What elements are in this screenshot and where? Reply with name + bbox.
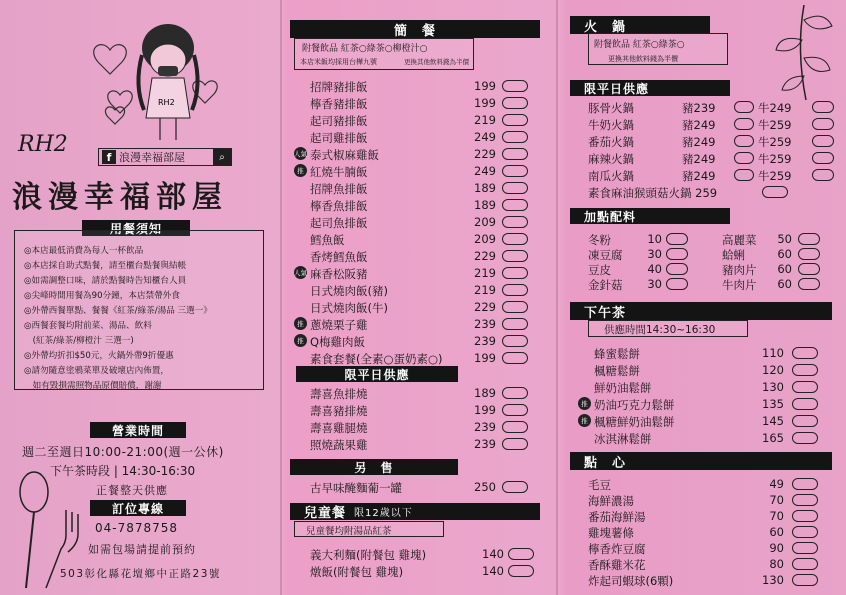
hotpot-beef-price: 牛249 bbox=[758, 101, 792, 115]
order-checkbox[interactable] bbox=[666, 278, 688, 290]
order-checkbox[interactable] bbox=[812, 135, 834, 147]
order-checkbox[interactable] bbox=[502, 404, 528, 416]
notice-item: ◎西餐套餐均附前菜、湯品、飲料 bbox=[24, 321, 152, 331]
order-checkbox[interactable] bbox=[502, 438, 528, 450]
menu-item-name: 起司魚排飯 bbox=[310, 216, 368, 230]
menu-item-price: 209 bbox=[474, 215, 496, 229]
hotpot-name: 南瓜火鍋 bbox=[588, 169, 634, 183]
order-checkbox[interactable] bbox=[792, 381, 818, 393]
order-checkbox[interactable] bbox=[792, 558, 818, 570]
order-checkbox[interactable] bbox=[502, 165, 528, 177]
shop-title: 浪漫幸福部屋 bbox=[12, 180, 228, 215]
menu-item-name: 素食套餐(全素○蛋奶素○) bbox=[310, 352, 443, 366]
menu-item-price: 199 bbox=[474, 96, 496, 110]
order-checkbox[interactable] bbox=[502, 284, 528, 296]
addon-name: 高麗菜 bbox=[722, 233, 757, 247]
order-checkbox[interactable] bbox=[502, 97, 528, 109]
menu-item-price: 229 bbox=[474, 300, 496, 314]
menu-item-price: 199 bbox=[474, 79, 496, 93]
badge-icon: 推 bbox=[294, 164, 307, 177]
menu-item-price: 90 bbox=[769, 541, 784, 555]
order-checkbox[interactable] bbox=[798, 248, 820, 260]
menu-item-price: 189 bbox=[474, 181, 496, 195]
order-checkbox[interactable] bbox=[792, 510, 818, 522]
order-checkbox[interactable] bbox=[502, 318, 528, 330]
hotpot-beef-price: 牛259 bbox=[758, 118, 792, 132]
kids-title bbox=[290, 503, 540, 520]
menu-item-price: 189 bbox=[474, 386, 496, 400]
drink-swap-note: 更換其他飲料錢為半價 bbox=[404, 58, 469, 66]
order-checkbox[interactable] bbox=[792, 398, 818, 410]
menu-item-name: 日式燒肉飯(牛) bbox=[310, 301, 388, 315]
menu-item-name: 招牌豬排飯 bbox=[310, 80, 368, 94]
menu-item-price: 229 bbox=[474, 249, 496, 263]
rice-note: 本店米飯均採用台樺九號 bbox=[300, 58, 377, 66]
order-checkbox[interactable] bbox=[792, 478, 818, 490]
set-meal-drinks: 附餐飲品 紅茶○綠茶○柳橙汁○ bbox=[302, 44, 428, 54]
addon-name: 牛肉片 bbox=[722, 278, 757, 292]
menu-item-price: 140 bbox=[482, 547, 504, 561]
menu-item-name: Q梅雞肉飯 bbox=[310, 335, 366, 349]
hotpot-title: 火 鍋 bbox=[570, 16, 710, 34]
hotpot-beef-price: 牛259 bbox=[758, 135, 792, 149]
menu-item-name: 泰式椒麻雞飯 bbox=[310, 148, 379, 162]
hotpot-pork-price: 豬249 bbox=[682, 152, 716, 166]
business-hours: 週二至週日10:00-21:00(週一公休) bbox=[22, 445, 224, 459]
order-checkbox[interactable] bbox=[502, 131, 528, 143]
order-checkbox[interactable] bbox=[798, 263, 820, 275]
order-checkbox[interactable] bbox=[798, 278, 820, 290]
menu-item-name: 鱈魚飯 bbox=[310, 233, 345, 247]
order-checkbox[interactable] bbox=[502, 148, 528, 160]
menu-item-name: 壽喜魚排燒 bbox=[310, 387, 368, 401]
hotpot-name: 麻辣火鍋 bbox=[588, 152, 634, 166]
menu-item-price: 219 bbox=[474, 113, 496, 127]
addon-name: 冬粉 bbox=[588, 233, 611, 247]
menu-item-name: 照燒蔬果雞 bbox=[310, 438, 368, 452]
order-title: 訂位專線 bbox=[90, 500, 186, 516]
menu-item-price: 219 bbox=[474, 283, 496, 297]
menu-item-name: 楓糖鮮奶油鬆餅 bbox=[594, 415, 675, 429]
menu-item-price: 249 bbox=[474, 130, 496, 144]
menu-item-name: 壽喜豬排燒 bbox=[310, 404, 368, 418]
fold-line bbox=[280, 0, 282, 595]
order-checkbox[interactable] bbox=[502, 352, 528, 364]
order-checkbox[interactable] bbox=[502, 182, 528, 194]
menu-item-price: 209 bbox=[474, 232, 496, 246]
menu-item-price: 49 bbox=[769, 477, 784, 491]
addon-price: 40 bbox=[647, 262, 662, 276]
notice-item: ◎外帶西餐單點、餐餐《紅茶/綠茶/湯品 三選一》 bbox=[24, 306, 212, 316]
menu-item-name: 檸香豬排飯 bbox=[310, 97, 368, 111]
menu-item-price: 249 bbox=[474, 164, 496, 178]
order-checkbox[interactable] bbox=[666, 248, 688, 260]
addon-name: 凍豆腐 bbox=[588, 248, 623, 262]
addon-price: 30 bbox=[647, 247, 662, 261]
menu-item-name: 鮮奶油鬆餅 bbox=[594, 381, 652, 395]
hotpot-pork-price: 豬239 bbox=[682, 101, 716, 115]
order-checkbox[interactable] bbox=[502, 267, 528, 279]
notice-item: ◎本店採自助式點餐，請至櫃台點餐與結帳 bbox=[24, 261, 187, 271]
menu-item-name: 香酥雞米花 bbox=[588, 558, 646, 572]
order-checkbox[interactable] bbox=[792, 574, 818, 586]
menu-item-name: 義大利麵(附餐包 雞塊) bbox=[310, 548, 427, 562]
facebook-page-box bbox=[98, 148, 232, 166]
hotpot-name: 番茄火鍋 bbox=[588, 135, 634, 149]
menu-item-name: 檸香魚排飯 bbox=[310, 199, 368, 213]
logo: RH2 bbox=[18, 132, 68, 157]
search-icon: ⌕ bbox=[213, 149, 231, 165]
hours-title: 營業時間 bbox=[90, 422, 186, 438]
notice-item: ◎如需調整口味，請於點餐時告知櫃台人員 bbox=[24, 276, 187, 286]
order-checkbox[interactable] bbox=[502, 481, 528, 493]
hotpot-name: 豚骨火鍋 bbox=[588, 101, 634, 115]
notice-title: 用餐須知 bbox=[82, 220, 190, 236]
order-checkbox[interactable] bbox=[502, 216, 528, 228]
order-checkbox[interactable] bbox=[792, 364, 818, 376]
badge-icon: 推 bbox=[578, 414, 591, 427]
set-meal-title: 簡 餐 bbox=[290, 20, 540, 38]
menu-item-price: 70 bbox=[769, 509, 784, 523]
menu-item-name: 番茄海鮮湯 bbox=[588, 510, 646, 524]
hotpot-beef-price: 牛259 bbox=[758, 152, 792, 166]
order-checkbox[interactable] bbox=[502, 114, 528, 126]
addon-price: 30 bbox=[647, 277, 662, 291]
hotpot-pork-price: 豬249 bbox=[682, 169, 716, 183]
order-checkbox[interactable] bbox=[792, 526, 818, 538]
menu-item-price: 239 bbox=[474, 437, 496, 451]
booking-note: 如需包場請提前預約 bbox=[88, 543, 196, 556]
menu-item-name: 日式燒肉飯(豬) bbox=[310, 284, 388, 298]
spoon-fork-icon bbox=[6, 470, 86, 590]
addon-name: 豆皮 bbox=[588, 263, 611, 277]
addon-price: 60 bbox=[777, 277, 792, 291]
hotpot-drinks: 附餐飲品 紅茶○綠茶○ bbox=[594, 40, 685, 50]
snack-title: 點 心 bbox=[570, 452, 832, 470]
addon-name: 金針菇 bbox=[588, 278, 623, 292]
order-checkbox[interactable] bbox=[666, 233, 688, 245]
hotpot-drink-swap: 更換其他飲料錢為半價 bbox=[608, 55, 678, 63]
tea-title: 下午茶 bbox=[570, 302, 832, 320]
leaf-doodle bbox=[766, 0, 841, 105]
menu-item-price: 80 bbox=[769, 557, 784, 571]
menu-item-name: 蔥燒栗子雞 bbox=[310, 318, 368, 332]
phone-number: 04-7878758 bbox=[95, 521, 179, 535]
order-checkbox[interactable] bbox=[812, 118, 834, 130]
menu-item-name: 招牌魚排飯 bbox=[310, 182, 368, 196]
order-checkbox[interactable] bbox=[792, 432, 818, 444]
menu-item-name: 雞塊薯條 bbox=[588, 526, 634, 540]
menu-item-price: 239 bbox=[474, 317, 496, 331]
order-checkbox[interactable] bbox=[502, 301, 528, 313]
menu-item-name: 麻香松阪豬 bbox=[310, 267, 368, 281]
menu-item-name: 檸香炸豆腐 bbox=[588, 542, 646, 556]
veg-hotpot: 素食麻油猴頭菇火鍋 259 bbox=[588, 186, 718, 200]
menu-item-name: 楓糖鬆餅 bbox=[594, 364, 640, 378]
notice-list bbox=[24, 244, 212, 394]
order-checkbox[interactable] bbox=[508, 565, 534, 577]
hotpot-pork-price: 豬249 bbox=[682, 135, 716, 149]
order-checkbox[interactable] bbox=[502, 233, 528, 245]
menu-item-name: 古早味醃麵葡一罐 bbox=[310, 481, 402, 495]
menu-item-price: 145 bbox=[762, 414, 784, 428]
menu-item-price: 110 bbox=[762, 346, 784, 360]
menu-item-name: 燉飯(附餐包 雞塊) bbox=[310, 565, 404, 579]
menu-item-name: 冰淇淋鬆餅 bbox=[594, 432, 652, 446]
menu-item-price: 250 bbox=[474, 480, 496, 494]
order-checkbox[interactable] bbox=[734, 135, 754, 147]
addon-price: 10 bbox=[647, 232, 662, 246]
order-checkbox[interactable] bbox=[734, 169, 754, 181]
kids-age-limit: 限12歲以下 bbox=[354, 508, 413, 519]
order-checkbox[interactable] bbox=[812, 169, 834, 181]
menu-item-price: 199 bbox=[474, 351, 496, 365]
badge-icon: 人氣 bbox=[294, 147, 307, 160]
addon-price: 60 bbox=[777, 262, 792, 276]
order-checkbox[interactable] bbox=[734, 152, 754, 164]
order-checkbox[interactable] bbox=[502, 421, 528, 433]
facebook-icon: f bbox=[102, 150, 116, 164]
order-checkbox[interactable] bbox=[798, 233, 820, 245]
menu-item-name: 蜂蜜鬆餅 bbox=[594, 347, 640, 361]
order-checkbox[interactable] bbox=[762, 186, 788, 198]
girl-doodle bbox=[80, 10, 250, 150]
order-checkbox[interactable] bbox=[502, 80, 528, 92]
other-title: 另 售 bbox=[290, 459, 458, 475]
menu-item-price: 130 bbox=[762, 573, 784, 587]
menu-item-price: 239 bbox=[474, 420, 496, 434]
menu-item-name: 起司雞排飯 bbox=[310, 131, 368, 145]
order-checkbox[interactable] bbox=[502, 250, 528, 262]
menu-item-price: 60 bbox=[769, 525, 784, 539]
order-checkbox[interactable] bbox=[792, 415, 818, 427]
addon-price: 60 bbox=[777, 247, 792, 261]
order-checkbox[interactable] bbox=[792, 347, 818, 359]
svg-text:RH2: RH2 bbox=[158, 98, 175, 107]
fold-line bbox=[556, 0, 558, 595]
notice-item: ◎外帶均折扣$50元，火鍋外帶9折優惠 bbox=[24, 351, 174, 361]
notice-item: ◎請勿隨意塗鴉菜單及破壞店內佈置， bbox=[24, 366, 169, 376]
menu-item-name: 奶油巧克力鬆餅 bbox=[594, 398, 675, 412]
notice-item: ◎本店最低消費為每人一杯飲品 bbox=[24, 246, 144, 256]
all-day: 正餐整天供應 bbox=[96, 484, 168, 497]
order-checkbox[interactable] bbox=[502, 387, 528, 399]
menu-item-price: 229 bbox=[474, 147, 496, 161]
menu-item-price: 130 bbox=[762, 380, 784, 394]
order-checkbox[interactable] bbox=[502, 199, 528, 211]
order-checkbox[interactable] bbox=[792, 494, 818, 506]
weekday-title: 限平日供應 bbox=[296, 366, 458, 382]
badge-icon: 推 bbox=[294, 334, 307, 347]
menu-item-price: 120 bbox=[762, 363, 784, 377]
order-checkbox[interactable] bbox=[734, 101, 754, 113]
badge-icon: 推 bbox=[578, 397, 591, 410]
menu-item-price: 219 bbox=[474, 266, 496, 280]
addon-price: 50 bbox=[777, 232, 792, 246]
order-checkbox[interactable] bbox=[734, 118, 754, 130]
order-checkbox[interactable] bbox=[508, 548, 534, 560]
menu-item-price: 199 bbox=[474, 403, 496, 417]
badge-icon: 推 bbox=[294, 317, 307, 330]
menu-item-price: 189 bbox=[474, 198, 496, 212]
hotpot-weekday-title: 限平日供應 bbox=[570, 80, 730, 96]
order-checkbox[interactable] bbox=[502, 335, 528, 347]
order-checkbox[interactable] bbox=[792, 542, 818, 554]
menu-item-price: 140 bbox=[482, 564, 504, 578]
menu-item-name: 海鮮濃湯 bbox=[588, 494, 634, 508]
facebook-name: 浪漫幸福部屋 bbox=[119, 151, 185, 164]
hotpot-name: 牛奶火鍋 bbox=[588, 118, 634, 132]
menu-item-name: 壽喜雞腿燒 bbox=[310, 421, 368, 435]
menu-item-name: 毛豆 bbox=[588, 478, 611, 492]
addon-name: 豬肉片 bbox=[722, 263, 757, 277]
kids-note: 兒童餐均附湯品紅茶 bbox=[306, 526, 392, 537]
address: 503彰化縣花壇鄉中正路23號 bbox=[60, 568, 221, 580]
notice-item: (紅茶/綠茶/柳橙汁 三選一) bbox=[24, 336, 134, 346]
hotpot-pork-price: 豬249 bbox=[682, 118, 716, 132]
notice-item: ◎尖峰時間用餐為90分鐘，本店禁帶外食 bbox=[24, 291, 180, 301]
menu-item-name: 起司豬排飯 bbox=[310, 114, 368, 128]
addon-title: 加點配料 bbox=[570, 208, 730, 224]
menu-item-price: 135 bbox=[762, 397, 784, 411]
menu-item-price: 239 bbox=[474, 334, 496, 348]
hotpot-beef-price: 牛259 bbox=[758, 169, 792, 183]
menu-item-name: 紅燒牛腩飯 bbox=[310, 165, 368, 179]
menu-item-price: 70 bbox=[769, 493, 784, 507]
order-checkbox[interactable] bbox=[812, 152, 834, 164]
order-checkbox[interactable] bbox=[666, 263, 688, 275]
menu-item-name: 香烤鱈魚飯 bbox=[310, 250, 368, 264]
addon-name: 蛤蜊 bbox=[722, 248, 745, 262]
tea-hours: 下午茶時段 | 14:30-16:30 bbox=[50, 464, 196, 478]
badge-icon: 人氣 bbox=[294, 266, 307, 279]
notice-item: 如有毀損需照物品原價賠償，謝謝 bbox=[24, 381, 162, 391]
kids-title-text: 兒童餐 bbox=[304, 506, 347, 521]
menu-item-name: 炸起司蝦球(6顆) bbox=[588, 574, 674, 588]
tea-time: 供應時間14:30~16:30 bbox=[604, 324, 716, 336]
menu-item-price: 165 bbox=[762, 431, 784, 445]
